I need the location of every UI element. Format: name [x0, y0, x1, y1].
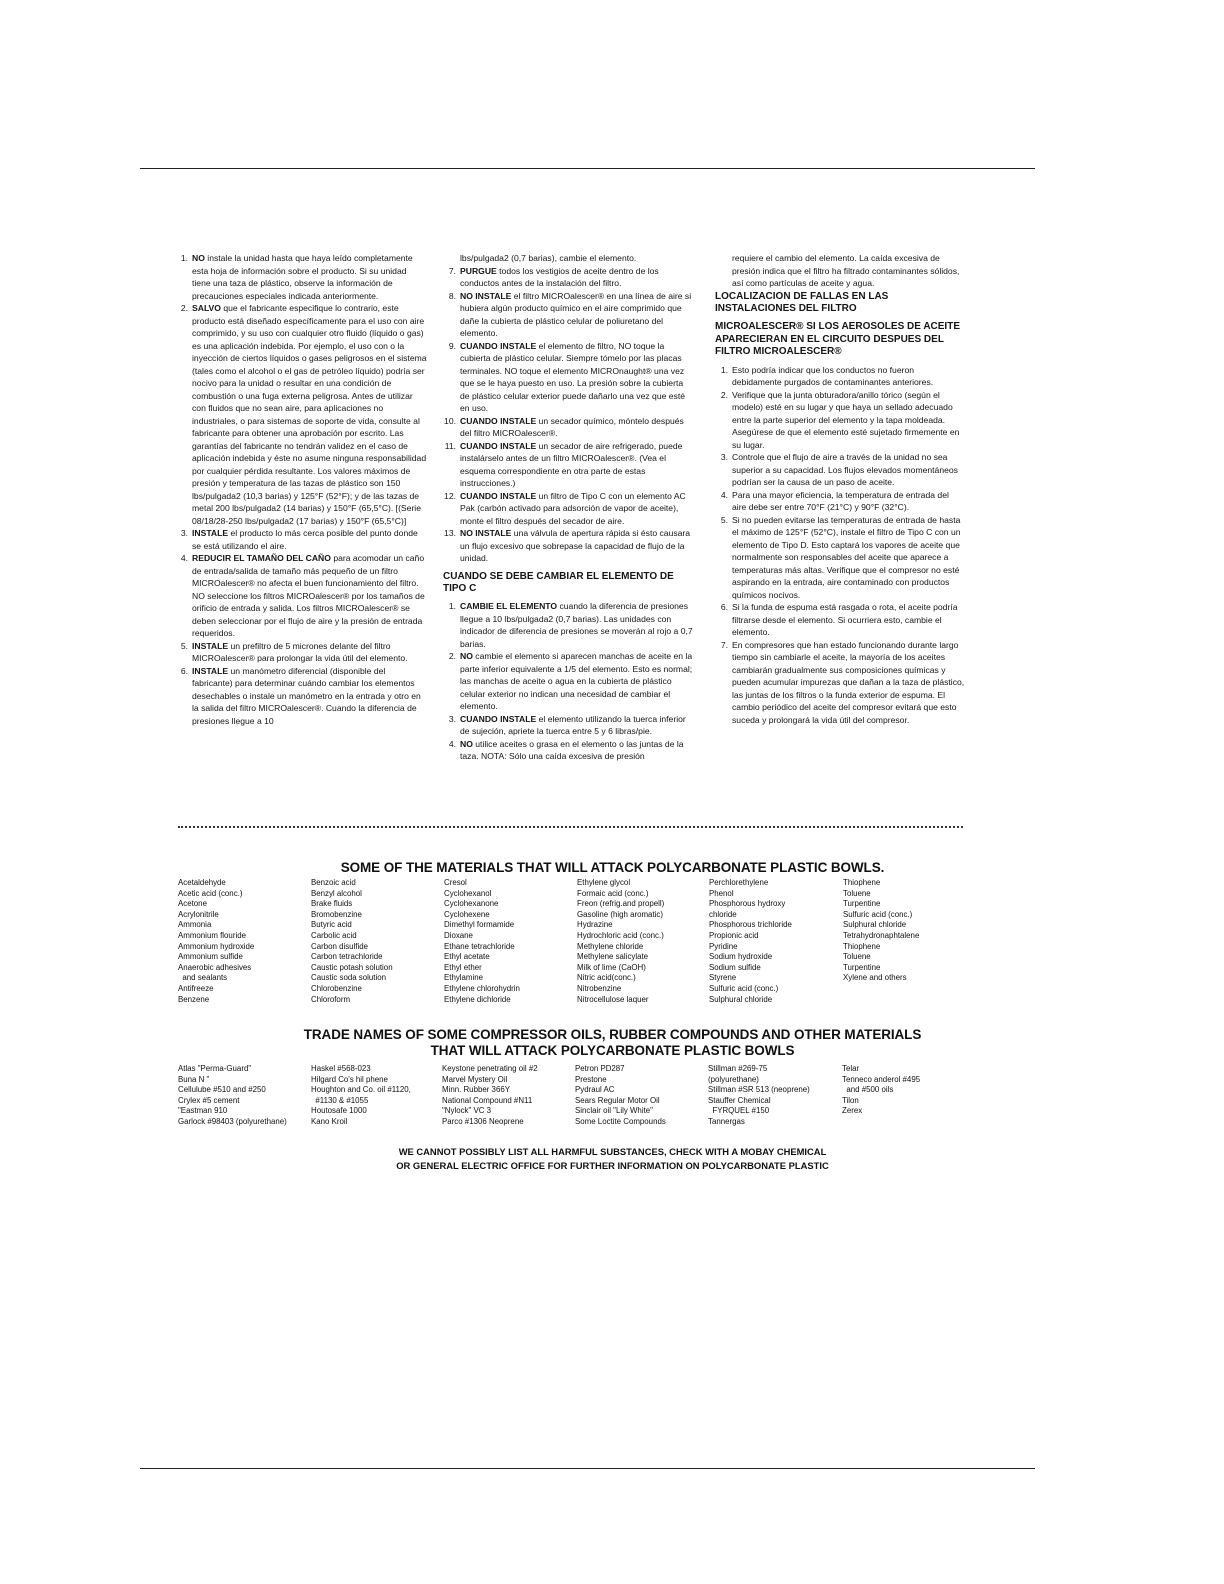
table-column: [843, 878, 919, 984]
table-cell: and sealants: [178, 973, 228, 983]
table-cell: Cyclohexanol: [444, 888, 492, 898]
install-list-a: [175, 252, 427, 727]
item-number: 3.: [180, 528, 188, 538]
table-cell: Ethylamine: [444, 973, 484, 983]
table-cell: Sulphural chloride: [843, 920, 907, 930]
table-column: [709, 878, 792, 1005]
table-cell: Acetaldehyde: [178, 878, 226, 887]
table-cell: "Eastman 910: [178, 1106, 228, 1116]
list-item: [443, 340, 695, 415]
table-cell: Keystone penetrating oil #2: [442, 1064, 538, 1073]
table-cell: Crylex #5 cement: [178, 1095, 240, 1105]
list-item: [175, 665, 427, 728]
table-cell: Chlorobenzine: [311, 983, 362, 993]
item-number: 9.: [448, 340, 456, 351]
top-rule: [140, 168, 1035, 169]
table-cell: Xylene and others: [843, 973, 907, 983]
table-cell: Phosphorous hydroxy: [709, 899, 786, 909]
bottom-rule: [140, 1468, 1035, 1469]
table-cell: Chloroform: [311, 994, 351, 1004]
warning-note-line-2: OR GENERAL ELECTRIC OFFICE FOR FURTHER INFORMATION ON POLYCARBONATE PLASTIC: [396, 1160, 829, 1171]
table-cell: Phenol: [709, 888, 734, 898]
item-text: Esto podría indicar que los conductos no fueron debidamente purgados de contaminantes anteriores.: [732, 364, 934, 388]
table-cell: Prestone: [575, 1074, 607, 1084]
item-text: una válvula de apertura rápida si ésto causara un flujo excesivo que sobrepase la capacidad de flujo de la unidad.: [460, 528, 691, 563]
item-text: un secador de aire refrigerado, puede instalárselo antes de un filtro MICROalescer®. (Vea el esquema correspondiente en otra parte de estas instrucciones.): [460, 440, 683, 488]
table-cell: FYRQUEL #150: [708, 1106, 770, 1116]
list-item: [715, 601, 965, 639]
table-column: [311, 1064, 411, 1128]
item-number: 2.: [180, 303, 188, 313]
table-cell: Tilon: [842, 1095, 859, 1105]
item-text: que el fabricante especifique lo contrario, este producto está diseñado específicamente para el uso con aire comprimido, y su uso con cualquier otro fluido (líquido o gas) es una aplicación indebida. Por ejemplo, el uso con o la inyección de ciertos líquidos o gases peligrosos en el sistema (tales como el alcohol o el gas de petróleo líquido) podría ser nocivo para la unidad o resultar en una condición de combustión o una fuga externa peligrosa. Antes de utilizar con fluidos que no sean aire, para aplicaciones no industriales, o para sistemas de soporte de vida, consulte al fabricante para obtener una aprobación por escrito. Las garantías del fabricante no tendrán validez en el caso de aplicación indebida y éste no asume ninguna responsabilidad por cualquier pérdida resultante. Los valores máximos de presión y temperatura de las tazas de plástico son 150 lbs/pulgada2 (10,3 barias) y 125°F (52°F); y de las tazas de metal 200 lbs/pulgada2 (14 barias) y 150°F (65,5°C). [(Serie 08/18/28-250 lbs/pulgada2 (17 barias) y 150°F (65,5°C)]: [192, 303, 427, 526]
item-keyword: NO: [460, 738, 473, 749]
table-column: [178, 878, 254, 1005]
table-cell: Tannergas: [708, 1116, 745, 1126]
list-item: [175, 527, 427, 552]
trade-names-heading-line-2: THAT WILL ATTACK POLYCARBONATE PLASTIC BOWLS: [430, 1043, 795, 1058]
table-cell: Caustic potash solution: [311, 962, 393, 972]
table-cell: chloride: [709, 909, 737, 919]
list-item: [443, 415, 695, 440]
table-cell: and #500 oils: [842, 1085, 894, 1095]
table-cell: Sodium sulfide: [709, 962, 761, 972]
table-cell: Milk of lime (CaOH): [577, 962, 646, 972]
table-cell: Turpentine: [843, 899, 881, 909]
table-cell: Haskel #568-023: [311, 1064, 371, 1073]
item-number: 3.: [448, 713, 456, 724]
list-item: [715, 389, 965, 452]
table-cell: Toluene: [843, 952, 871, 962]
col3-continuation: requiere el cambio del elemento. La caída excesiva de presión indica que el filtro ha filtrado contaminantes sólidos, así como partículas de aceite y agua.: [732, 253, 960, 288]
table-cell: "Nylock" VC 3: [442, 1106, 492, 1116]
list-item: [443, 490, 695, 528]
item-number: 10.: [444, 415, 456, 426]
item-text: En compresores que han estado funcionando durante largo tiempo sin cambiarle el aceite, la mayoría de los aceites cambiarán gradualmente sus composiciones químicas y pueden acumular impurezas que dañan a la taza de plástico, las juntas de los filtros o la funda exterior de espuma. El cambio periódico del aceite del compresor evitará que esto suceda y prolongará la vida útil del compresor.: [732, 639, 965, 725]
item-keyword: CUANDO INSTALE: [460, 415, 537, 426]
table-cell: Toluene: [843, 888, 871, 898]
table-cell: Styrene: [709, 973, 737, 983]
materials-heading: SOME OF THE MATERIALS THAT WILL ATTACK POLYCARBONATE PLASTIC BOWLS.: [340, 860, 885, 875]
table-cell: Benzene: [178, 994, 210, 1004]
item-text: Para una mayor eficiencia, la temperatura de entrada del aire debe ser entre 70°F (21°C) y 90°F (32°C).: [732, 489, 949, 513]
table-cell: Nitric acid(conc.): [577, 973, 636, 983]
item-keyword: NO INSTALE: [460, 528, 512, 538]
item-text: un manómetro diferencial (disponible del fabricante) para determinar cuándo cambiar los elementos desechables o instale un manómetro en la entrada y otro en la salida del filtro MICROalescer®. Cuando la diferencia de presiones llegue a 10: [192, 665, 421, 726]
table-cell: Thiophene: [843, 941, 881, 951]
item-number: 1.: [720, 364, 728, 375]
table-cell: Ethylene dichloride: [444, 994, 511, 1004]
column-3: [715, 252, 965, 726]
table-cell: Sinclair oil "Lily White": [575, 1106, 653, 1116]
list-item: [443, 440, 695, 490]
list-item: [443, 290, 695, 340]
table-cell: Pydraul AC: [575, 1085, 615, 1095]
table-cell: Acetone: [178, 899, 207, 909]
table-cell: Some Loctite Compounds: [575, 1116, 666, 1126]
table-cell: Propionic acid: [709, 930, 759, 940]
install-list-b: [443, 265, 695, 565]
item-keyword: CAMBIE EL ELEMENTO: [460, 601, 558, 612]
change-element-heading: CUANDO SE DEBE CAMBIAR EL ELEMENTO DE TIPO C: [443, 570, 674, 594]
table-cell: Nitrobenzine: [577, 983, 622, 993]
item-text: el elemento utilizando la tuerca inferior de sujeción, apriete la tuerca entre 5 y 6 libras/pie.: [460, 713, 686, 737]
table-cell: Ammonia: [178, 920, 212, 930]
item-number: 1.: [180, 253, 188, 263]
item-text: para acomodar un caño de entrada/salida de tamaño más pequeño de un filtro MICROalescer® no afecta el buen funcionamiento del filtro. NO seleccione los filtros MICROalescer® por los tamaños de orificio de entrada y salida. Los filtros MICROalescer® se deben seleccionar por el flujo de aire y la presión de entrada requeridos.: [192, 553, 425, 638]
list-item: [715, 451, 965, 489]
item-text: Verifique que la junta obturadora/anillo tórico (según el modelo) esté en su lugar y que haya un sellado adecuado entre la parte superior del elemento y la tapa moldeada. Asegúrese de que el elemento esté sujetado firmemente en su lugar.: [732, 389, 960, 450]
item-number: 6.: [180, 665, 188, 676]
table-cell: Ethylene glycol: [577, 878, 631, 887]
table-cell: Carbolic acid: [311, 930, 357, 940]
item-text: Si la funda de espuma está rasgada o rota, el aceite podría filtrarse desde el elemento. Si ocurriera esto, cambie el elemento.: [732, 602, 958, 638]
table-cell: Sulfuric acid (conc.): [843, 909, 913, 919]
list-item: [175, 302, 427, 527]
item-keyword: INSTALE: [192, 528, 229, 538]
table-cell: Cyclohexanone: [444, 899, 499, 909]
table-cell: Turpentine: [843, 962, 881, 972]
table-cell: Methylene chloride: [577, 941, 644, 951]
item-number: 13.: [444, 528, 456, 538]
table-cell: Telar: [842, 1064, 860, 1073]
table-cell: Cellulube #510 and #250: [178, 1085, 266, 1095]
item-keyword: REDUCIR EL TAMAÑO DEL CAÑO: [192, 553, 331, 563]
item-keyword: CUANDO INSTALE: [460, 713, 537, 724]
item-text: instale la unidad hasta que haya leído completamente esta hoja de información sobre el producto. Si su unidad tiene una taza de plástico, observe la información de precauciones especiales indicada anteriormente.: [192, 253, 413, 301]
table-cell: Stillman #269-75: [708, 1064, 768, 1073]
table-column: [842, 1064, 920, 1117]
table-cell: Parco #1306 Neoprene: [442, 1116, 524, 1126]
warning-note-line-1: WE CANNOT POSSIBLY LIST ALL HARMFUL SUBSTANCES, CHECK WITH A MOBAY CHEMICAL: [398, 1146, 827, 1157]
item-number: 4.: [720, 489, 728, 500]
table-cell: Hydrochloric acid (conc.): [577, 930, 664, 940]
table-cell: Sears Regular Motor Oil: [575, 1095, 660, 1105]
table-cell: Bromobenzine: [311, 909, 362, 919]
item-text: cuando la diferencia de presiones llegue a 10 lbs/pulgada2 (0,7 barias). Las unidades con indicador de diferencia de presiones se moverán al rojo a 0,7 barias.: [460, 601, 693, 649]
table-cell: Perchlorethylene: [709, 878, 769, 887]
table-cell: Stillman #SR 513 (neoprene): [708, 1085, 810, 1095]
table-cell: Phosphorous trichloride: [709, 920, 792, 930]
troubleshooting-subheading: MICROALESCER® SI LOS AEROSOLES DE ACEITE APARECIERAN EN EL CIRCUITO DESPUES DEL FILTRO MICROALESCER®: [715, 321, 960, 358]
table-cell: Cresol: [444, 878, 467, 887]
troubleshooting-heading: LOCALIZACION DE FALLAS EN LAS INSTALACIONES DEL FILTRO: [715, 290, 889, 314]
item-text: utilice aceites o grasa en el elemento o las juntas de la taza. NOTA: Sólo una caída excesiva de presión: [460, 738, 684, 762]
table-cell: Sulphural chloride: [709, 994, 773, 1004]
list-item: [175, 640, 427, 665]
item-number: 5.: [180, 640, 188, 651]
table-column: [442, 1064, 538, 1128]
table-cell: Cyclohexene: [444, 909, 490, 919]
table-cell: Ethyl ether: [444, 962, 482, 972]
instructions-columns: [175, 252, 965, 797]
table-cell: Carbon tetrachloride: [311, 952, 383, 962]
item-text: cambie el elemento si aparecen manchas de aceite en la parte inferior equivalente a 1/5 del elemento. Esto es normal; las manchas de aceite o agua en la cubierta de plástico celular exterior no indican una necesidad de cambiar el elemento.: [460, 651, 693, 712]
table-cell: Butyric acid: [311, 920, 352, 930]
item-number: 5.: [720, 514, 728, 525]
column-2: [443, 252, 695, 763]
item-text: el producto lo más cerca posible del punto donde se está utilizando el aire.: [192, 528, 418, 551]
table-cell: Benzyl alcohol: [311, 888, 362, 898]
table-cell: Dioxane: [444, 930, 473, 940]
item-keyword: CUANDO INSTALE: [460, 440, 537, 451]
item-text: todos los vestigios de aceite dentro de los conductos antes de la instalación del filtro.: [460, 265, 659, 288]
table-cell: Houghton and Co. oil #1120,: [311, 1085, 411, 1095]
table-cell: Hydrazine: [577, 920, 613, 930]
list-item: [175, 552, 427, 640]
item-number: 4.: [448, 738, 456, 749]
item-number: 4.: [180, 553, 188, 563]
table-cell: Pyridine: [709, 941, 738, 951]
table-column: [577, 878, 664, 1005]
col2-continuation: lbs/pulgada2 (0,7 barias), cambie el elemento.: [460, 253, 637, 263]
table-column: [178, 1064, 287, 1128]
table-cell: Atlas "Perma-Guard": [178, 1064, 252, 1073]
column-1: [175, 252, 427, 727]
item-number: 8.: [448, 290, 456, 301]
table-cell: Ethylene chlorohydrin: [444, 983, 520, 993]
list-item: [443, 738, 695, 763]
item-number: 7.: [720, 639, 728, 650]
table-cell: Methylene salicylate: [577, 952, 649, 962]
table-cell: Freon (refrig.and propell): [577, 899, 665, 909]
list-item: [443, 527, 695, 565]
table-cell: (polyurethane): [708, 1074, 759, 1084]
list-item: [443, 650, 695, 713]
list-item: [443, 713, 695, 738]
item-number: 1.: [448, 601, 456, 612]
item-text: Controle que el flujo de aire a través de la unidad no sea superior a su capacidad. Los flujos elevados momentáneos podrían ser la causa de un paso de aceite.: [732, 452, 958, 488]
table-cell: Tetrahydronaphtalene: [843, 930, 920, 940]
table-cell: Petron PD287: [575, 1064, 625, 1073]
item-keyword: SALVO: [192, 303, 221, 313]
list-item: [715, 514, 965, 602]
table-cell: Benzoic acid: [311, 878, 356, 887]
item-number: 2.: [448, 651, 456, 662]
item-number: 12.: [444, 490, 456, 501]
table-cell: Houtosafe 1000: [311, 1106, 367, 1116]
table-cell: Acrylonitrile: [178, 909, 219, 919]
table-cell: Stauffer Chemical: [708, 1095, 771, 1105]
table-cell: #1130 & #1055: [311, 1095, 369, 1105]
item-keyword: CUANDO INSTALE: [460, 340, 537, 351]
table-cell: Buna N ": [178, 1074, 210, 1084]
list-item: [715, 639, 965, 727]
troubleshooting-list: [715, 364, 965, 727]
table-column: [575, 1064, 666, 1128]
table-cell: Garlock #98403 (polyurethane): [178, 1116, 287, 1126]
table-cell: Minn. Rubber 366Y: [442, 1085, 510, 1095]
item-number: 6.: [720, 602, 728, 613]
list-item: [443, 600, 695, 650]
item-number: 7.: [448, 265, 456, 276]
table-cell: Antifreeze: [178, 983, 214, 993]
item-text: un filtro de Tipo C con un elemento AC Pak (carbón activado para adsorción de vapor de aceite), monte el filtro después del secador de aire.: [460, 490, 686, 526]
item-text: Si no pueden evitarse las temperaturas de entrada de hasta el máximo de 125°F (52°C), instale el filtro de Tipo C con un elemento de Tipo D. Esto captará los vapores de aceite que normalmente son responsables del aceite que aparece a temperaturas más altas. Verifique que el compresor no esté aspirando en la entrada, aire contaminado con productos químicos nocivos.: [732, 514, 961, 600]
table-cell: Thiophene: [843, 878, 881, 887]
dotted-separator: [178, 826, 963, 828]
list-item: [175, 252, 427, 302]
item-keyword: NO: [460, 651, 473, 662]
item-keyword: NO INSTALE: [460, 290, 512, 301]
table-cell: Sulfuric acid (conc.): [709, 983, 779, 993]
list-item: [443, 265, 695, 290]
item-number: 11.: [444, 440, 456, 451]
item-keyword: INSTALE: [192, 640, 229, 651]
table-cell: Brake fluids: [311, 899, 353, 909]
table-cell: Acetic acid (conc.): [178, 888, 243, 898]
item-text: un secador químico, móntelo después del filtro MICROalescer®.: [460, 415, 684, 438]
table-cell: Ammonium sulfide: [178, 952, 243, 962]
table-cell: Hilgard Co's hil phene: [311, 1074, 388, 1084]
item-number: 3.: [720, 452, 728, 463]
change-element-list: [443, 600, 695, 763]
table-column: [444, 878, 520, 1005]
table-column: [311, 878, 393, 1005]
table-cell: Kano Kroil: [311, 1116, 348, 1126]
table-cell: Gasoline (high aromatic): [577, 909, 663, 919]
item-keyword: PURGUE: [460, 265, 497, 276]
table-cell: Tenneco anderol #495: [842, 1074, 921, 1084]
item-text: el filtro MICROalescer® en una línea de aire si hubiera algún producto químico en el aire comprimido que dañe la cubierta de plástico celular de poliuretano del elemento.: [460, 290, 692, 338]
table-cell: Ammonium hydroxide: [178, 941, 255, 951]
table-cell: Ethyl acetate: [444, 952, 490, 962]
table-cell: Ethane tetrachloride: [444, 941, 515, 951]
table-cell: Zerex: [842, 1106, 863, 1116]
item-text: un prefiltro de 5 micrones delante del filtro MICROalescer® para prolongar la vida útil del elemento.: [192, 640, 408, 663]
table-cell: Ammonium flouride: [178, 930, 246, 940]
item-keyword: INSTALE: [192, 665, 229, 676]
table-cell: Sodium hydroxide: [709, 952, 773, 962]
table-cell: Carbon disulfide: [311, 941, 369, 951]
trade-names-heading: TRADE NAMES OF SOME COMPRESSOR OILS, RUBBER COMPOUNDS AND OTHER MATERIALS: [303, 1027, 922, 1042]
table-cell: Formaic acid (conc.): [577, 888, 649, 898]
item-number: 2.: [720, 389, 728, 400]
list-item: [715, 364, 965, 389]
table-cell: Dimethyl formamide: [444, 920, 515, 930]
table-cell: Caustic soda solution: [311, 973, 387, 983]
item-keyword: NO: [192, 253, 205, 263]
item-keyword: CUANDO INSTALE: [460, 490, 537, 501]
table-cell: Anaerobic adhesives: [178, 962, 252, 972]
list-item: [715, 489, 965, 514]
table-cell: Nitrocellulose laquer: [577, 994, 649, 1004]
table-cell: National Compound #N11: [442, 1095, 533, 1105]
table-cell: Marvel Mystery Oil: [442, 1074, 508, 1084]
item-text: el elemento de filtro, NO toque la cubierta de plástico celular. Siempre tómelo por las placas terminales. NO toque el elemento MICROnaught® una vez que se le haya puesto en uso. La presión sobre la cubierta de plástico celular exterior puede dañarlo una vez que esté en uso.: [460, 340, 686, 413]
table-column: [708, 1064, 810, 1128]
